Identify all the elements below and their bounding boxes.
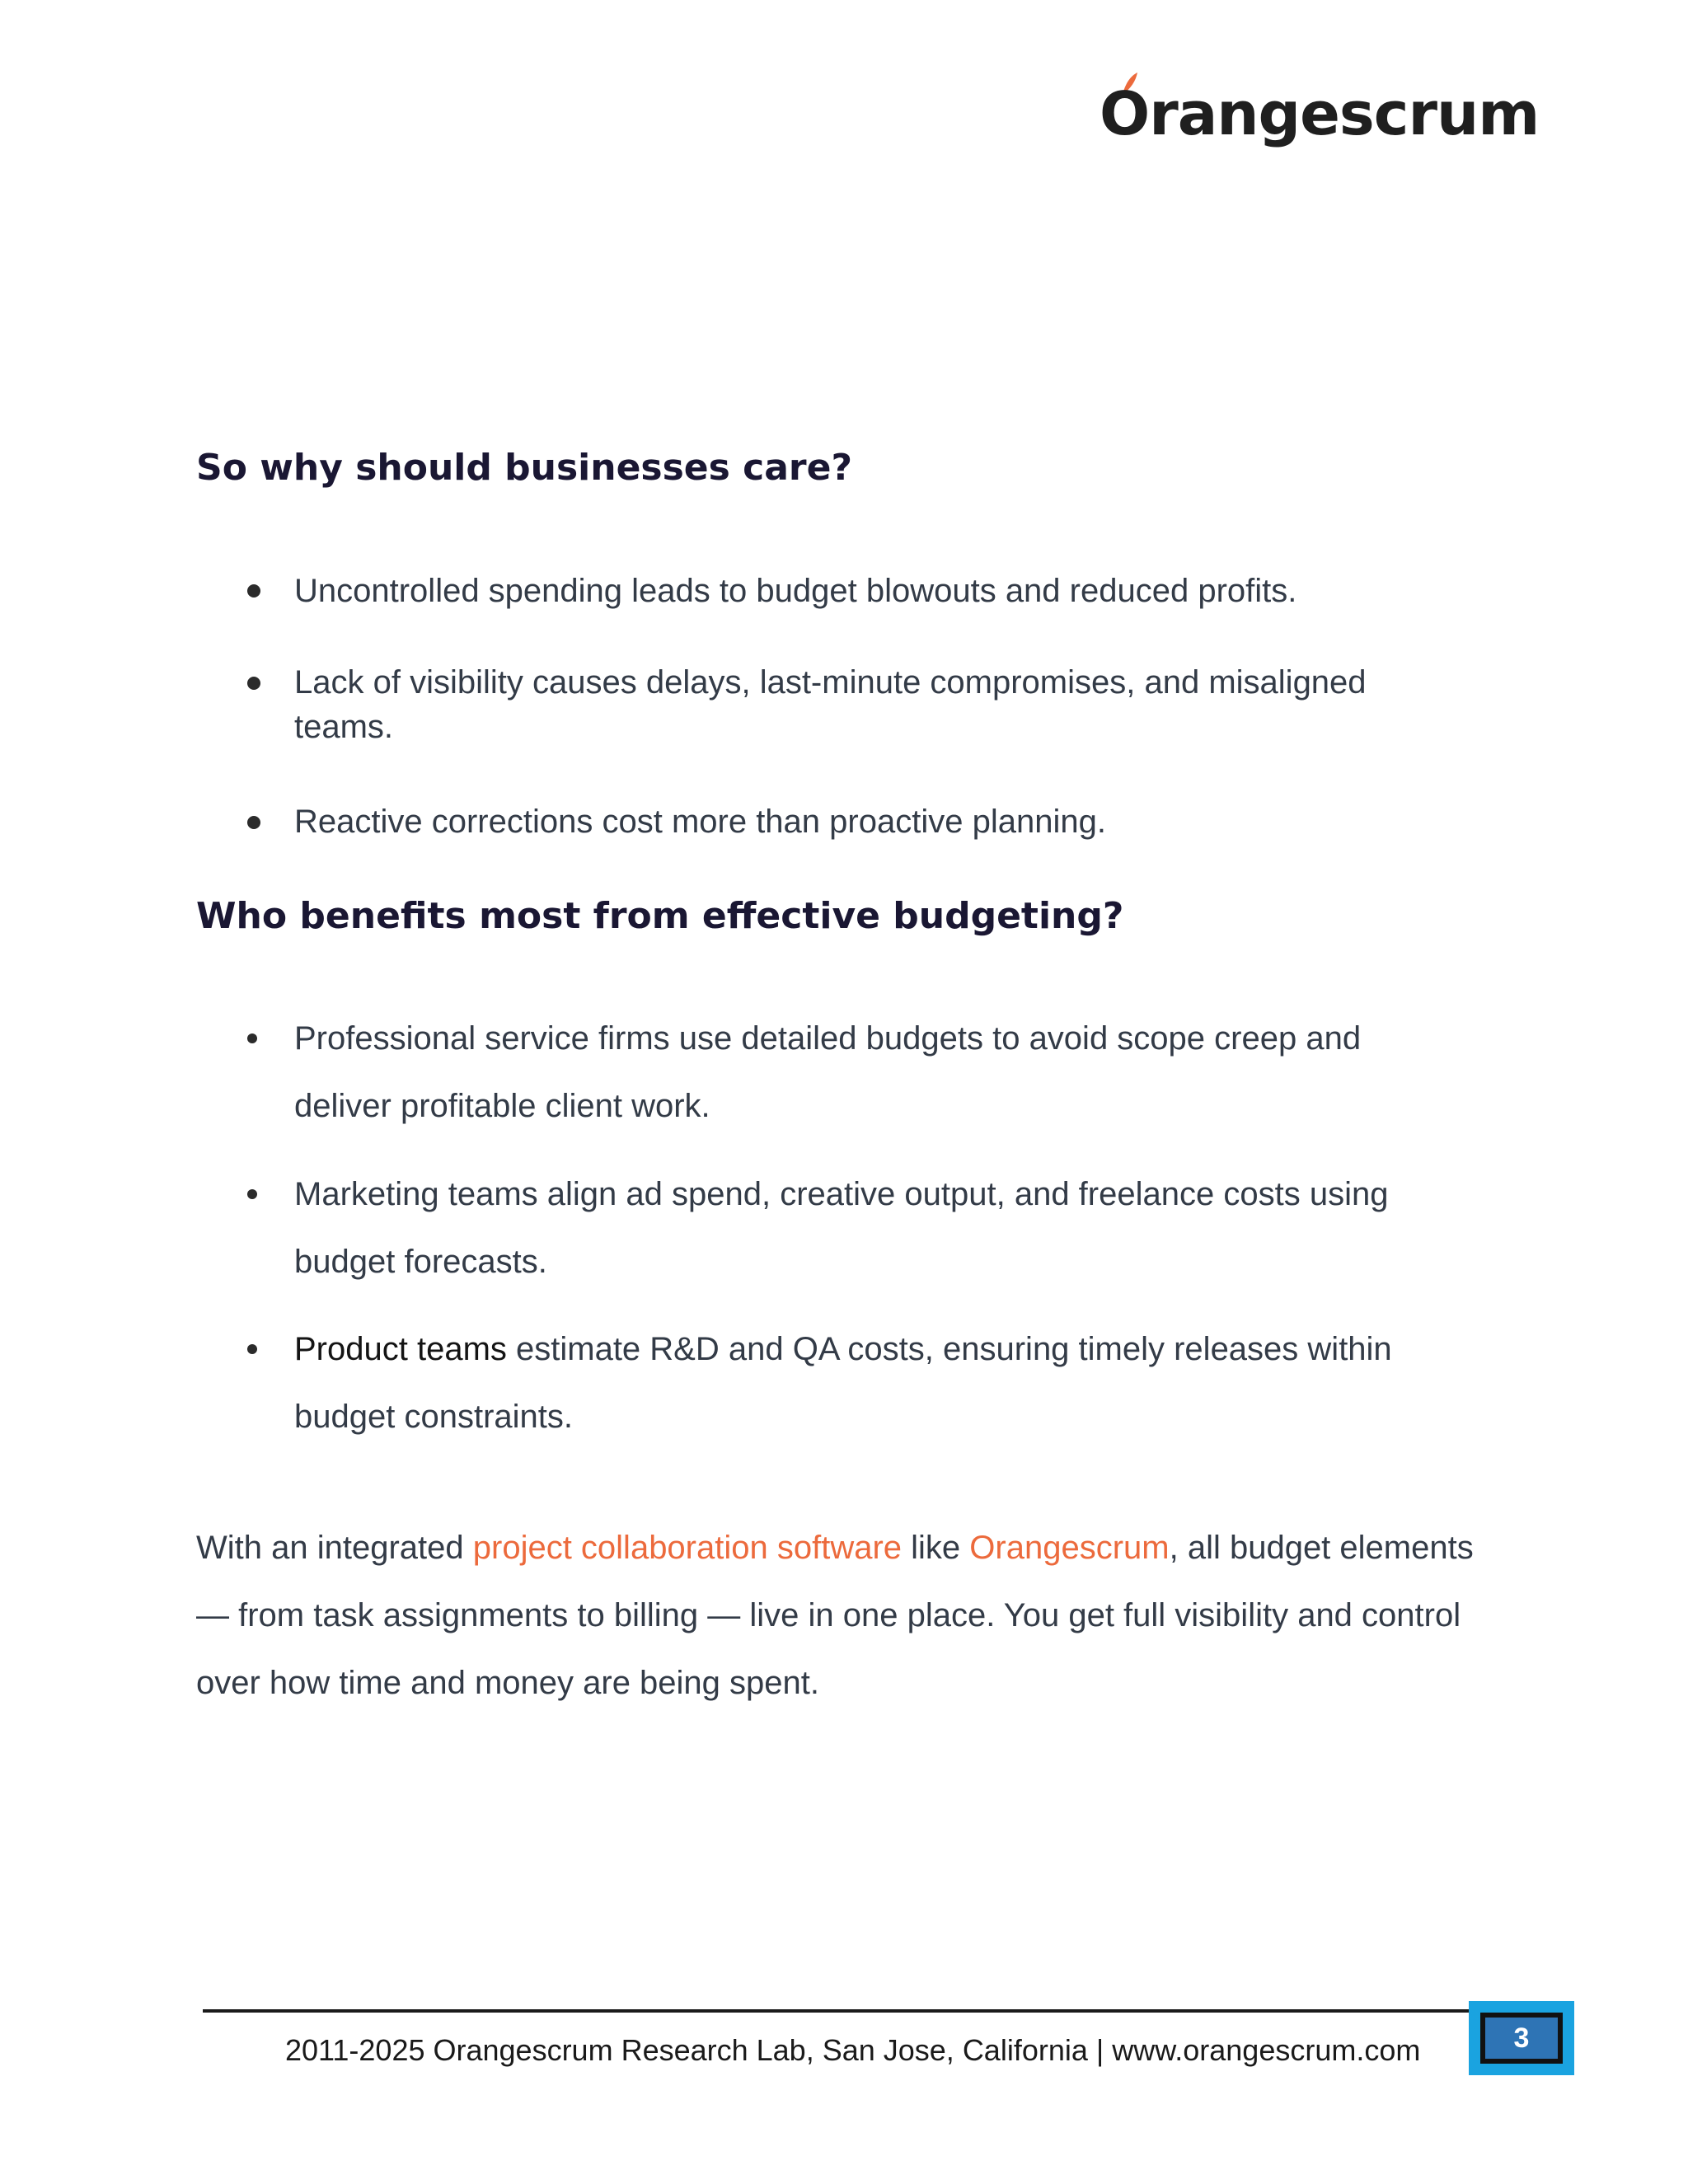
list-item-text: Lack of visibility causes delays, last-minute compromises, and misaligned teams. xyxy=(294,664,1367,745)
orangescrum-logo xyxy=(1100,73,1540,155)
list-item-body: Marketing teams align ad spend, creative output, and freelance costs using budget forecasts. xyxy=(294,1176,1389,1280)
section-heading-who-benefits: Who benefits most from effective budgeting? xyxy=(196,895,1124,937)
footer-divider xyxy=(203,2009,1472,2013)
bullet-icon xyxy=(247,816,260,829)
orangescrum-link[interactable]: Orangescrum xyxy=(969,1530,1170,1566)
section-heading-why-care: So why should businesses care? xyxy=(196,447,852,489)
paragraph-text: , all budget elements — from task assignments to billing — live in one place. You get full visibility and control over how time and money are being spent. xyxy=(196,1530,1474,1701)
paragraph-text: With an integrated xyxy=(196,1530,473,1566)
list-item-text: Reactive corrections cost more than proactive planning. xyxy=(294,804,1106,840)
bullet-icon xyxy=(247,584,260,598)
logo-text: Orangescrum xyxy=(1100,79,1540,148)
list-item-text xyxy=(294,1005,1465,1140)
integration-paragraph xyxy=(196,1514,1482,1717)
list-item-text: Uncontrolled spending leads to budget blowouts and reduced profits. xyxy=(294,573,1297,609)
page-number-badge xyxy=(1469,2001,1574,2075)
list-item-text xyxy=(294,1315,1465,1451)
list-item-body: Professional service firms use detailed budgets to avoid scope creep and deliver profitable client work. xyxy=(294,1020,1362,1124)
paragraph-text: like xyxy=(902,1530,970,1566)
bullet-icon xyxy=(247,677,260,690)
footer-text: 2011-2025 Orangescrum Research Lab, San Jose, California | www.orangescrum.com xyxy=(285,2033,1421,2067)
bullet-icon xyxy=(247,1189,257,1199)
project-collaboration-software-link[interactable]: project collaboration software xyxy=(472,1530,903,1566)
page-number: 3 xyxy=(1480,2013,1563,2064)
list-item-lead: Product teams xyxy=(294,1331,507,1367)
list-item-text xyxy=(294,1160,1465,1296)
bullet-icon xyxy=(247,1033,257,1043)
list-item-body: estimate R&D and QA costs, ensuring timely releases within budget constraints. xyxy=(294,1331,1392,1435)
bullet-icon xyxy=(247,1344,257,1354)
